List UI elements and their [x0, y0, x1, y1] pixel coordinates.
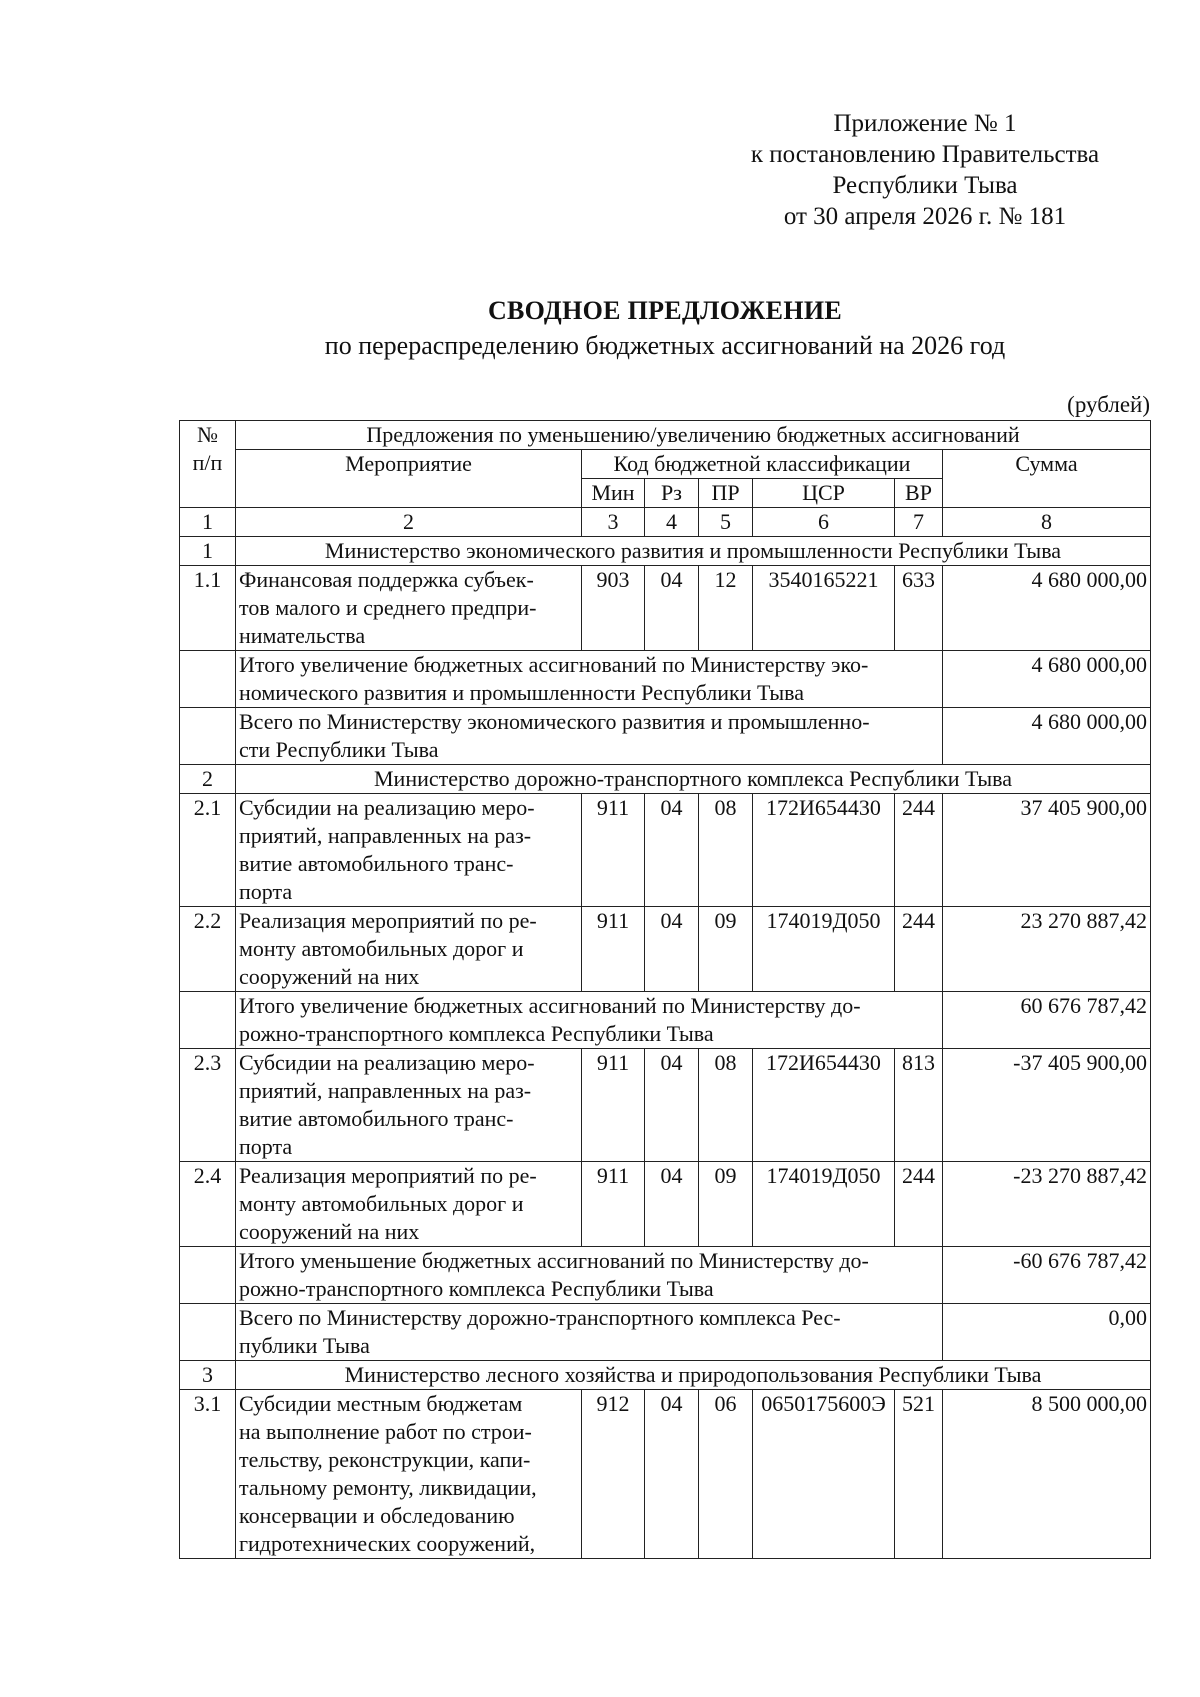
- text-line: рожно-транспортного комплекса Республики Тыва: [239, 1021, 714, 1046]
- row-number-empty: [180, 1247, 236, 1304]
- csr-cell: 174019Д050: [753, 1162, 895, 1247]
- table-row: [180, 1390, 1151, 1559]
- text-line: Финансовая поддержка субъек-: [239, 567, 534, 592]
- section-number: 2: [180, 765, 236, 794]
- total-label-cell: [236, 1304, 943, 1361]
- text-line: витие автомобильного транс-: [239, 1106, 514, 1131]
- min-cell: 912: [582, 1390, 645, 1559]
- header-vr: ВР: [895, 479, 943, 508]
- vr-cell: 244: [895, 794, 943, 907]
- table-row: [180, 566, 1151, 651]
- section-title: Министерство лесного хозяйства и природопользования Республики Тыва: [236, 1361, 1151, 1390]
- text-line: Субсидии местным бюджетам: [239, 1391, 523, 1416]
- section-number: 3: [180, 1361, 236, 1390]
- sum-cell: 4 680 000,00: [943, 708, 1151, 765]
- pr-cell: 12: [699, 566, 753, 651]
- rz-cell: 04: [645, 1049, 699, 1162]
- document-title: СВОДНОЕ ПРЕДЛОЖЕНИЕ: [487, 296, 843, 325]
- text-line: Всего по Министерству экономического развития и промышленно-: [239, 709, 870, 734]
- header-sum: Сумма: [943, 450, 1151, 508]
- text-line: витие автомобильного транс-: [239, 851, 514, 876]
- section-row: [180, 1361, 1151, 1390]
- text-line: на выполнение работ по строи-: [239, 1419, 532, 1444]
- pr-cell: 08: [699, 1049, 753, 1162]
- text-line: Всего по Министерству дорожно-транспортного комплекса Рес-: [239, 1305, 841, 1330]
- rz-cell: 04: [645, 794, 699, 907]
- total-label-cell: [236, 708, 943, 765]
- text-line: консервации и обследованию: [239, 1503, 515, 1528]
- text-line: тов малого и среднего предпри-: [239, 595, 537, 620]
- csr-cell: 3540165221: [753, 566, 895, 651]
- header-row-2: [180, 450, 1151, 479]
- column-number: 7: [895, 508, 943, 537]
- document-subtitle: по перераспределению бюджетных ассигнований на 2026 год: [324, 331, 1006, 360]
- text-line: Субсидии на реализацию меро-: [239, 1050, 535, 1075]
- min-cell: 911: [582, 794, 645, 907]
- sum-cell: 4 680 000,00: [943, 651, 1151, 708]
- header-num-line-2: п/п: [192, 450, 223, 475]
- min-cell: 911: [582, 907, 645, 992]
- table-row: [180, 1162, 1151, 1247]
- text-line: Итого уменьшение бюджетных ассигнований по Министерству до-: [239, 1248, 869, 1273]
- text-line: Итого увеличение бюджетных ассигнований по Министерству до-: [239, 993, 861, 1018]
- measure-cell: [236, 1390, 582, 1559]
- sum-cell: 8 500 000,00: [943, 1390, 1151, 1559]
- text-line: порта: [239, 879, 293, 904]
- rz-cell: 04: [645, 1162, 699, 1247]
- text-line: Реализация мероприятий по ре-: [239, 908, 537, 933]
- row-number: 2.4: [180, 1162, 236, 1247]
- section-number: 1: [180, 537, 236, 566]
- table-row: [180, 907, 1151, 992]
- units-label: (рублей): [1067, 392, 1150, 417]
- section-title: Министерство экономического развития и промышленности Республики Тыва: [236, 537, 1151, 566]
- header-group: Предложения по уменьшению/увеличению бюджетных ассигнований: [236, 421, 1151, 450]
- min-cell: 903: [582, 566, 645, 651]
- column-number: 4: [645, 508, 699, 537]
- min-cell: 911: [582, 1049, 645, 1162]
- rz-cell: 04: [645, 907, 699, 992]
- text-line: Субсидии на реализацию меро-: [239, 795, 535, 820]
- text-line: приятий, направленных на раз-: [239, 1078, 532, 1103]
- vr-cell: 244: [895, 907, 943, 992]
- text-line: публики Тыва: [239, 1333, 370, 1358]
- header-measure: Мероприятие: [236, 450, 582, 508]
- column-number-row: [180, 508, 1151, 537]
- column-number: 8: [943, 508, 1151, 537]
- text-line: порта: [239, 1134, 293, 1159]
- row-number: 2.1: [180, 794, 236, 907]
- total-label-cell: [236, 992, 943, 1049]
- sum-cell: 4 680 000,00: [943, 566, 1151, 651]
- appendix-line-1: Приложение № 1: [833, 110, 1017, 137]
- total-row: [180, 1247, 1151, 1304]
- header-kbk: Код бюджетной классификации: [582, 450, 943, 479]
- rz-cell: 04: [645, 1390, 699, 1559]
- row-number: 3.1: [180, 1390, 236, 1559]
- column-number: 6: [753, 508, 895, 537]
- table-row: [180, 1049, 1151, 1162]
- measure-cell: [236, 566, 582, 651]
- section-title: Министерство дорожно-транспортного комплекса Республики Тыва: [236, 765, 1151, 794]
- text-line: монту автомобильных дорог и: [239, 1191, 524, 1216]
- sum-cell: -60 676 787,42: [943, 1247, 1151, 1304]
- total-label-cell: [236, 651, 943, 708]
- text-line: тельству, реконструкции, капи-: [239, 1447, 531, 1472]
- text-line: сооружений на них: [239, 1219, 420, 1244]
- appendix-line-2: к постановлению Правительства: [750, 141, 1100, 168]
- row-number: 1.1: [180, 566, 236, 651]
- row-number-empty: [180, 992, 236, 1049]
- row-number: 2.2: [180, 907, 236, 992]
- measure-cell: [236, 907, 582, 992]
- column-number: 3: [582, 508, 645, 537]
- measure-cell: [236, 794, 582, 907]
- sum-cell: 0,00: [943, 1304, 1151, 1361]
- header-rz: Рз: [645, 479, 699, 508]
- text-line: гидротехнических сооружений,: [239, 1531, 536, 1556]
- allocation-table: [179, 420, 1151, 1559]
- row-number-empty: [180, 1304, 236, 1361]
- text-line: Реализация мероприятий по ре-: [239, 1163, 537, 1188]
- sum-cell: 23 270 887,42: [943, 907, 1151, 992]
- vr-cell: 521: [895, 1390, 943, 1559]
- header-num: [180, 421, 236, 508]
- total-row: [180, 651, 1151, 708]
- min-cell: 911: [582, 1162, 645, 1247]
- text-line: сооружений на них: [239, 964, 420, 989]
- total-row: [180, 1304, 1151, 1361]
- total-row: [180, 708, 1151, 765]
- column-number: 2: [236, 508, 582, 537]
- text-line: номического развития и промышленности Республики Тыва: [239, 680, 804, 705]
- appendix-line-4: от 30 апреля 2026 г. № 181: [783, 203, 1067, 230]
- csr-cell: 172И654430: [753, 1049, 895, 1162]
- sum-cell: 37 405 900,00: [943, 794, 1151, 907]
- header-csr: ЦСР: [753, 479, 895, 508]
- appendix-line-3: Республики Тыва: [832, 172, 1018, 199]
- pr-cell: 09: [699, 1162, 753, 1247]
- measure-cell: [236, 1049, 582, 1162]
- sum-cell: -23 270 887,42: [943, 1162, 1151, 1247]
- section-row: [180, 537, 1151, 566]
- vr-cell: 244: [895, 1162, 943, 1247]
- row-number-empty: [180, 708, 236, 765]
- column-number: 1: [180, 508, 236, 537]
- header-row-1: [180, 421, 1151, 450]
- table-row: [180, 794, 1151, 907]
- csr-cell: 172И654430: [753, 794, 895, 907]
- sum-cell: -37 405 900,00: [943, 1049, 1151, 1162]
- pr-cell: 06: [699, 1390, 753, 1559]
- csr-cell: 174019Д050: [753, 907, 895, 992]
- csr-cell: 0650175600Э: [753, 1390, 895, 1559]
- pr-cell: 08: [699, 794, 753, 907]
- row-number-empty: [180, 651, 236, 708]
- text-line: рожно-транспортного комплекса Республики Тыва: [239, 1276, 714, 1301]
- vr-cell: 813: [895, 1049, 943, 1162]
- appendix-block: [700, 108, 1150, 232]
- rz-cell: 04: [645, 566, 699, 651]
- measure-cell: [236, 1162, 582, 1247]
- total-row: [180, 992, 1151, 1049]
- header-pr: ПР: [699, 479, 753, 508]
- row-number: 2.3: [180, 1049, 236, 1162]
- text-line: приятий, направленных на раз-: [239, 823, 532, 848]
- header-min: Мин: [582, 479, 645, 508]
- text-line: нимательства: [239, 623, 366, 648]
- pr-cell: 09: [699, 907, 753, 992]
- text-line: Итого увеличение бюджетных ассигнований по Министерству эко-: [239, 652, 869, 677]
- text-line: сти Республики Тыва: [239, 737, 439, 762]
- sum-cell: 60 676 787,42: [943, 992, 1151, 1049]
- text-line: монту автомобильных дорог и: [239, 936, 524, 961]
- header-num-line-1: №: [197, 422, 218, 447]
- section-row: [180, 765, 1151, 794]
- column-number: 5: [699, 508, 753, 537]
- total-label-cell: [236, 1247, 943, 1304]
- vr-cell: 633: [895, 566, 943, 651]
- text-line: тальному ремонту, ликвидации,: [239, 1475, 537, 1500]
- table-body: [180, 421, 1151, 1559]
